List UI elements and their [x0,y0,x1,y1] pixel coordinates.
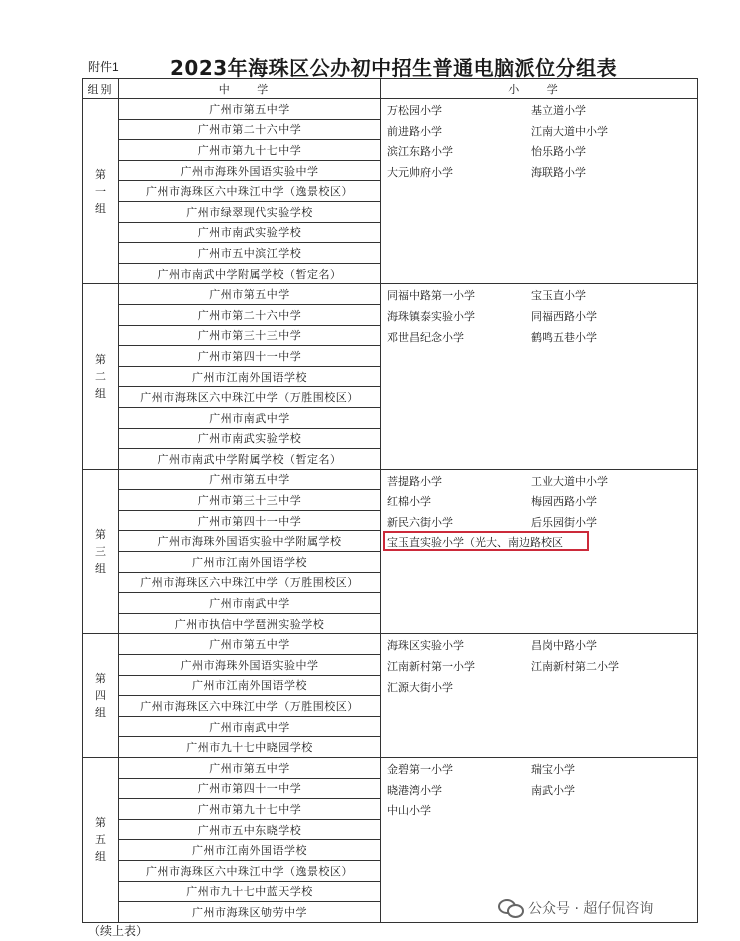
primary-school-item: 基立道小学 [531,104,586,117]
middle-school-cell: 广州市海珠区六中珠江中学（万胜围校区） [119,387,381,408]
group-label-char: 第 [95,528,106,542]
middle-school-cell: 广州市第三十三中学 [119,325,381,346]
middle-school-cell: 广州市第三十三中学 [119,490,381,511]
middle-school-cell: 广州市第二十六中学 [119,304,381,325]
middle-school-cell: 广州市第五中学 [119,99,381,120]
group-label-char: 四 [95,689,106,703]
primary-schools-list [381,284,697,346]
primary-school-item: 大元帅府小学 [387,165,453,179]
middle-school-cell: 广州市九十七中晓园学校 [119,737,381,758]
primary-school-item: 滨江东路小学 [387,145,453,159]
middle-school-cell: 广州市江南外国语学校 [119,840,381,861]
middle-school-cell: 广州市南武中学附属学校（暂定名） [119,449,381,470]
middle-school-cell: 广州市海珠区六中珠江中学（逸景校区） [119,860,381,881]
group-label-char: 组 [95,850,106,864]
middle-school-cell: 广州市第九十七中学 [119,799,381,820]
table-header-row [83,79,698,99]
group-label-char: 三 [95,545,106,559]
middle-school-cell: 广州市第四十一中学 [119,346,381,367]
primary-schools-cell [381,99,698,284]
primary-school-item: 新民六街小学 [387,515,453,529]
middle-school-cell: 广州市南武实验学校 [119,222,381,243]
middle-school-cell: 广州市江南外国语学校 [119,675,381,696]
middle-school-cell: 广州市第五中学 [119,469,381,490]
primary-school-item: 红棉小学 [387,495,431,509]
primary-schools-cell [381,634,698,758]
primary-school-item: 江南新村第一小学 [387,660,475,674]
highlight-box [383,531,589,551]
primary-school-item: 菩提路小学 [387,474,442,488]
primary-school-item: 后乐园街小学 [531,515,597,529]
middle-school-cell: 广州市五中东晓学校 [119,819,381,840]
wechat-icon [498,898,524,918]
middle-school-cell: 广州市南武中学 [119,593,381,614]
primary-school-item: 中山小学 [387,804,431,818]
highlighted-primary-school: 宝玉直实验小学（光大、南边路校区 [387,536,563,550]
middle-school-cell: 广州市海珠外国语实验中学 [119,160,381,181]
primary-school-item: 瑞宝小学 [531,763,575,776]
middle-school-cell: 广州市第四十一中学 [119,510,381,531]
middle-school-cell: 广州市第五中学 [119,758,381,779]
primary-school-item: 万松园小学 [387,104,442,117]
primary-school-item: 昌岗中路小学 [531,639,597,653]
middle-school-cell: 广州市执信中学琶洲实验学校 [119,613,381,634]
primary-schools-list [381,634,697,696]
middle-school-cell: 广州市南武中学附属学校（暂定名） [119,263,381,284]
middle-school-cell: 广州市第九十七中学 [119,140,381,161]
middle-school-cell: 广州市第五中学 [119,634,381,655]
primary-school-item: 梅园西路小学 [531,495,597,509]
primary-school-item: 宝玉直小学 [531,289,586,303]
middle-school-cell: 广州市海珠区六中珠江中学（万胜围校区） [119,696,381,717]
middle-school-cell: 广州市绿翠现代实验学校 [119,201,381,222]
primary-school-item: 晓港湾小学 [387,783,442,797]
middle-school-cell: 广州市南武中学 [119,407,381,428]
table-row [83,758,698,779]
group-label [83,469,119,634]
middle-school-cell: 广州市海珠区六中珠江中学（万胜围校区） [119,572,381,593]
primary-school-item: 工业大道中小学 [531,474,608,488]
primary-schools-list [381,99,697,181]
group-label-char: 五 [95,833,106,847]
middle-school-cell: 广州市海珠区劬劳中学 [119,902,381,923]
middle-school-cell: 广州市海珠外国语实验中学附属学校 [119,531,381,552]
table-body [83,99,698,923]
page-title: 2023年海珠区公办初中招生普通电脑派位分组表 [170,56,618,80]
primary-schools-cell [381,469,698,634]
middle-school-cell: 广州市江南外国语学校 [119,366,381,387]
primary-school-item: 同福西路小学 [531,309,597,323]
group-label [83,634,119,758]
middle-school-cell: 广州市第二十六中学 [119,119,381,140]
primary-school-item: 邓世昌纪念小学 [387,330,464,344]
continued-note: （续上表） [88,924,149,938]
primary-school-item: 鹤鸣五巷小学 [531,330,597,344]
primary-school-item: 同福中路第一小学 [387,289,475,303]
primary-school-item: 汇源大街小学 [387,680,453,694]
primary-school-item: 海珠区实验小学 [387,639,464,653]
group-label-char: 第 [95,816,106,830]
primary-school-item: 南武小学 [531,783,575,797]
group-label [83,99,119,284]
middle-school-cell: 广州市第五中学 [119,284,381,305]
group-label [83,758,119,923]
group-label-char: 组 [95,387,106,401]
table-row [83,634,698,655]
watermark-text: 公众号 · 超仔侃咨询 [528,901,654,917]
header-primary: 小 学 [381,79,698,99]
primary-school-item: 怡乐路小学 [531,145,586,159]
table-row [83,99,698,120]
primary-school-item: 江南大道中小学 [531,124,608,138]
middle-school-cell: 广州市海珠区六中珠江中学（逸景校区） [119,181,381,202]
middle-school-cell: 广州市江南外国语学校 [119,552,381,573]
header-middle: 中 学 [119,79,381,99]
primary-schools-list [381,758,697,820]
group-label-char: 组 [95,562,106,576]
group-label-char: 第 [95,167,106,181]
primary-schools-cell [381,284,698,469]
group-label-char: 组 [95,201,106,215]
primary-school-item: 海联路小学 [531,165,586,179]
watermark [498,898,653,918]
middle-school-cell: 广州市五中滨江学校 [119,243,381,264]
header-group: 组别 [83,79,119,99]
table-row [83,469,698,490]
group-label-char: 第 [95,353,106,367]
annex-label: 附件1 [88,60,119,74]
middle-school-cell: 广州市第四十一中学 [119,778,381,799]
grouping-table [82,78,698,923]
primary-school-item: 江南新村第二小学 [531,660,619,674]
primary-school-item: 金碧第一小学 [387,763,453,776]
primary-school-item: 前进路小学 [387,124,442,138]
group-label-char: 一 [95,184,106,198]
middle-school-cell: 广州市九十七中蓝天学校 [119,881,381,902]
middle-school-cell: 广州市南武实验学校 [119,428,381,449]
primary-school-item: 海珠镇泰实验小学 [387,309,475,323]
middle-school-cell: 广州市海珠外国语实验中学 [119,655,381,676]
group-label-char: 第 [95,672,106,686]
group-label-char: 组 [95,706,106,720]
group-label-char: 二 [95,370,106,384]
group-label [83,284,119,469]
table-row [83,284,698,305]
middle-school-cell: 广州市南武中学 [119,716,381,737]
